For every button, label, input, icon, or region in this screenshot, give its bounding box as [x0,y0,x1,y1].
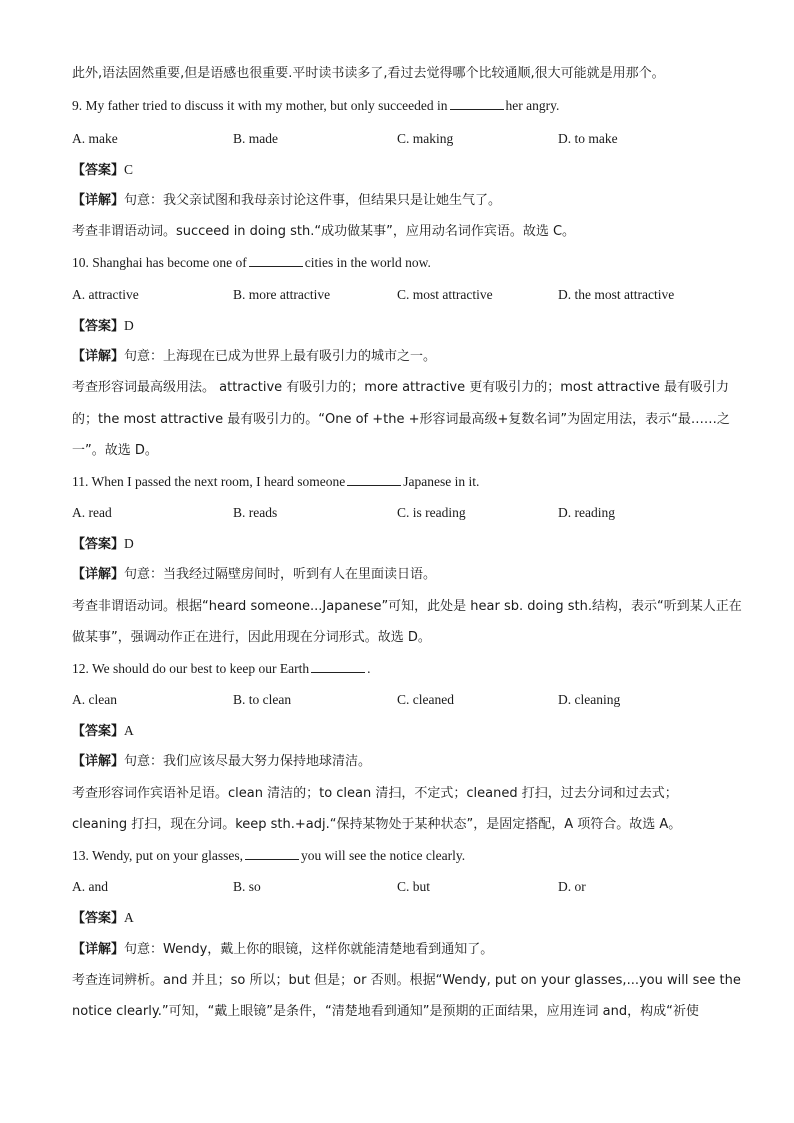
question-stem-part: . [367,661,371,676]
question-stem-part: her angry. [505,98,560,113]
option-a: A. clean [72,692,117,707]
option-d: D. reading [558,505,615,520]
option-c: C. but [397,879,431,894]
answer-blank [450,96,504,110]
question-12-detail [72,752,371,772]
answer-letter: A [124,723,134,738]
question-9-detail [72,191,501,211]
question-stem-part: you will see the notice clearly. [301,848,466,863]
question-12-stem [72,659,371,679]
explain-line: notice clearly.”可知，“戴上眼镜”是条件，“清楚地看到通知”是预期的正面结果，应用连词 and，构成“祈使 [72,1004,699,1019]
answer-blank [245,846,299,860]
answer-tag: 【答案】 [72,163,125,178]
option-b: B. reads [233,505,278,520]
answer-blank [249,253,303,267]
option-a: A. and [72,879,108,894]
question-9-options [72,129,762,149]
explain-line: 考查非谓语动词。succeed in doing sth.“成功做某事”，应用动名词作宾语。故选 C。 [72,224,576,239]
option-b: B. so [233,879,261,894]
answer-tag: 【答案】 [72,319,125,334]
option-d: D. or [558,879,586,894]
question-13-stem [72,846,465,866]
answer-letter: A [124,910,134,925]
explain-line: 考查形容词最高级用法。 attractive 有吸引力的；more attractive 更有吸引力的；most attractive 最有吸引力 [72,380,730,395]
explain-line: cleaning 打扫，现在分词。keep sth.+adj.“保持某物处于某种状态”，是固定搭配，A 项符合。故选 A。 [72,817,682,832]
question-stem-part: cities in the world now. [304,255,431,270]
detail-tag: 【详解】 [72,349,125,364]
option-c: C. most attractive [397,287,493,302]
explain-line: 做某事”，强调动作正在进行，因此用现在分词形式。故选 D。 [72,630,431,645]
detail-text: 句意：Wendy，戴上你的眼镜，这样你就能清楚地看到通知了。 [124,942,494,957]
option-d: D. to make [558,131,618,146]
option-d: D. the most attractive [558,287,675,302]
question-9-stem [72,96,559,116]
answer-letter: D [124,318,134,333]
explain-line: 考查非谓语动词。根据“heard someone...Japanese”可知，此处是 hear sb. doing sth.结构，表示“听到某人正在 [72,599,742,614]
question-stem-part: 10. Shanghai has become one of [72,255,247,270]
question-stem-part: 13. Wendy, put on your glasses, [72,848,244,863]
question-13-options [72,877,762,897]
answer-letter: C [124,162,134,177]
option-b: B. more attractive [233,287,331,302]
explain-line: 一”。故选 D。 [72,443,158,458]
question-stem-part: 12. We should do our best to keep our Earth [72,661,310,676]
question-13-detail [72,940,493,960]
question-stem-part: 11. When I passed the next room, I heard someone [72,474,346,489]
detail-text: 句意：我父亲试图和我母亲讨论这件事，但结果只是让她生气了。 [124,193,502,208]
detail-tag: 【详解】 [72,567,125,582]
option-a: A. read [72,505,112,520]
question-11-stem [72,472,479,492]
explain-line: 的；the most attractive 最有吸引力的。“One of +the +形容词最高级+复数名词”为固定用法，表示“最……之 [72,412,730,427]
answer-tag: 【答案】 [72,911,125,926]
question-10-options [72,285,762,305]
detail-text: 句意：我们应该尽最大努力保持地球清洁。 [124,754,372,769]
answer-tag: 【答案】 [72,537,125,552]
question-13-answer [72,908,134,929]
option-c: C. is reading [397,505,466,520]
option-a: A. attractive [72,287,139,302]
question-12-answer [72,721,134,742]
option-d: D. cleaning [558,692,621,707]
question-10-answer [72,316,134,337]
option-b: B. to clean [233,692,292,707]
answer-blank [347,472,401,486]
question-11-detail [72,565,436,585]
answer-tag: 【答案】 [72,724,125,739]
question-12-options [72,690,762,710]
option-b: B. made [233,131,278,146]
question-stem-part: Japanese in it. [403,474,480,489]
explain-line: 考查连词辨析。and 并且；so 所以；but 但是；or 否则。根据“Wendy, put on your glasses,...you will see the [72,973,741,988]
detail-tag: 【详解】 [72,754,125,769]
question-11-answer [72,534,134,555]
detail-tag: 【详解】 [72,942,125,957]
answer-blank [311,659,365,673]
question-10-stem [72,253,431,273]
intro-text-line: 此外,语法固然重要,但是语感也很重要.平时读书读多了,看过去觉得哪个比较通顺,很大可能就是用那个。 [72,66,665,81]
detail-tag: 【详解】 [72,193,125,208]
option-a: A. make [72,131,118,146]
detail-text: 句意：当我经过隔壁房间时，听到有人在里面读日语。 [124,567,437,582]
answer-letter: D [124,536,134,551]
detail-text: 句意：上海现在已成为世界上最有吸引力的城市之一。 [124,349,437,364]
option-c: C. cleaned [397,692,454,707]
explain-line: 考查形容词作宾语补足语。clean 清洁的；to clean 清扫，不定式；cleaned 打扫，过去分词和过去式； [72,786,678,801]
question-11-options [72,503,762,523]
option-c: C. making [397,131,454,146]
question-10-detail [72,347,436,367]
question-stem-part: 9. My father tried to discuss it with my mother, but only succeeded in [72,98,448,113]
question-9-answer [72,160,133,181]
